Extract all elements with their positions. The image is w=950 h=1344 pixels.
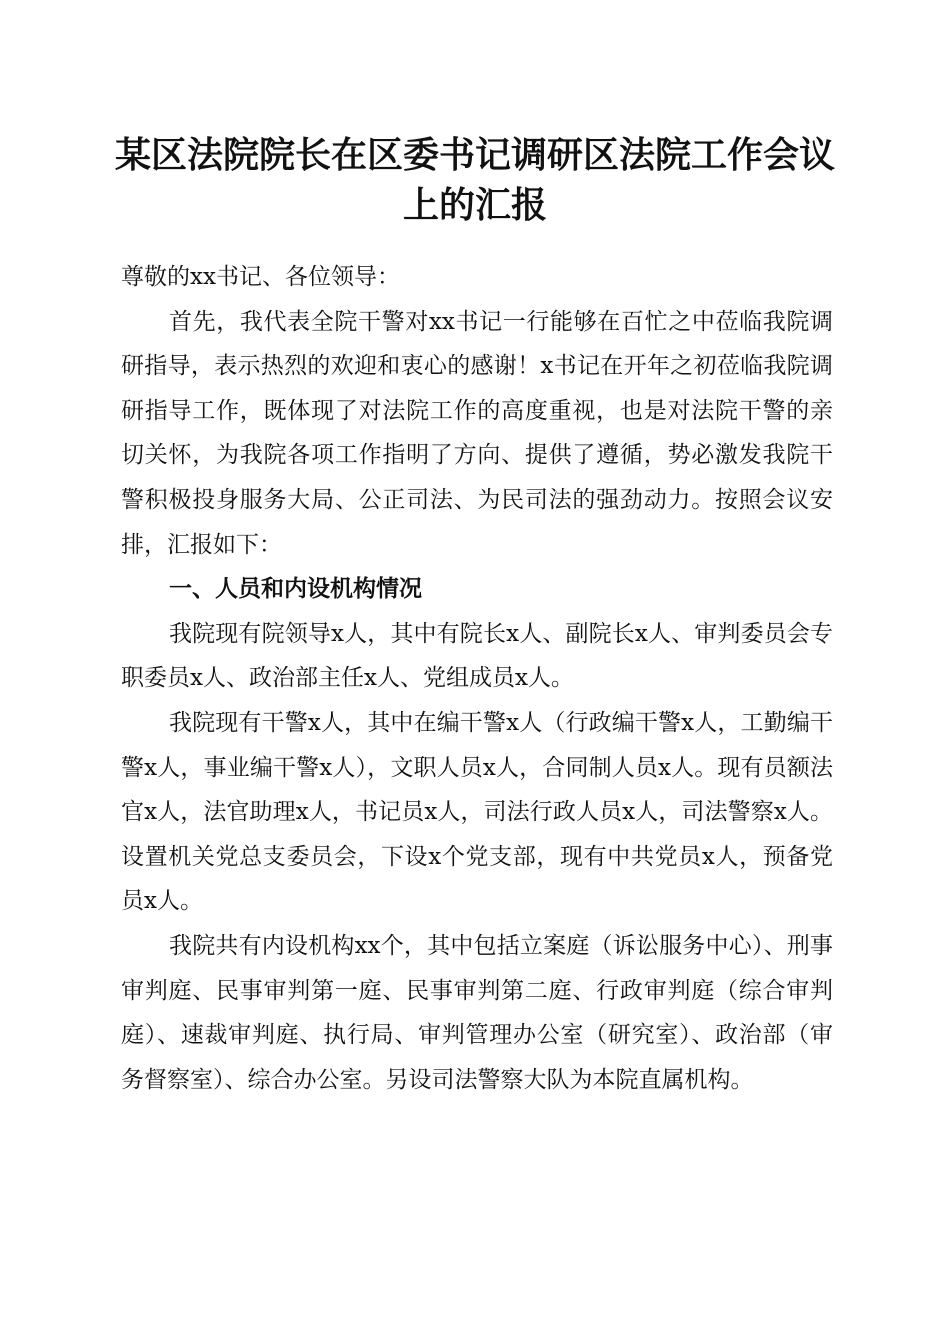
title-line-1: 某区法院院长在区委书记调研区法院工作会议	[114, 134, 835, 176]
document-body	[121, 255, 833, 1102]
title-line-2: 上的汇报	[402, 184, 547, 226]
document-title	[100, 130, 850, 230]
section-heading: 一、人员和内设机构情况	[169, 576, 422, 603]
intro-paragraph: 首先，我代表全院干警对xx书记一行能够在百忙之中莅临我院调研指导，表示热烈的欢迎和衷心的感谢！x书记在开年之初莅临我院调研指导工作，既体现了对法院工作的高度重视，也是对法院干警的亲切关怀，为我院各项工作指明了方向、提供了遵循，势必激发我院干警积极投身服务大局、公正司法、为民司法的强劲动力。按照会议安排，汇报如下：	[121, 308, 833, 558]
salutation: 尊敬的xx书记、各位领导：	[121, 264, 400, 290]
staff-paragraph: 我院现有干警x人，其中在编干警x人（行政编干警x人，工勤编干警x人，事业编干警x人），文职人员x人，合同制人员x人。现有员额法官x人，法官助理x人，书记员x人，司法行政人员x人，司法警察x人。设置机关党总支委员会，下设x个党支部，现有中共党员x人，预备党员x人。	[121, 709, 833, 915]
leadership-paragraph: 我院现有院领导x人，其中有院长x人、副院长x人、审判委员会专职委员x人、政治部主任x人、党组成员x人。	[121, 620, 833, 692]
departments-paragraph: 我院共有内设机构xx个，其中包括立案庭（诉讼服务中心）、刑事审判庭、民事审判第一庭、民事审判第二庭、行政审判庭（综合审判庭）、速裁审判庭、执行局、审判管理办公室（研究室）、政治部（审务督察室）、综合办公室。另设司法警察大队为本院直属机构。	[121, 932, 833, 1093]
